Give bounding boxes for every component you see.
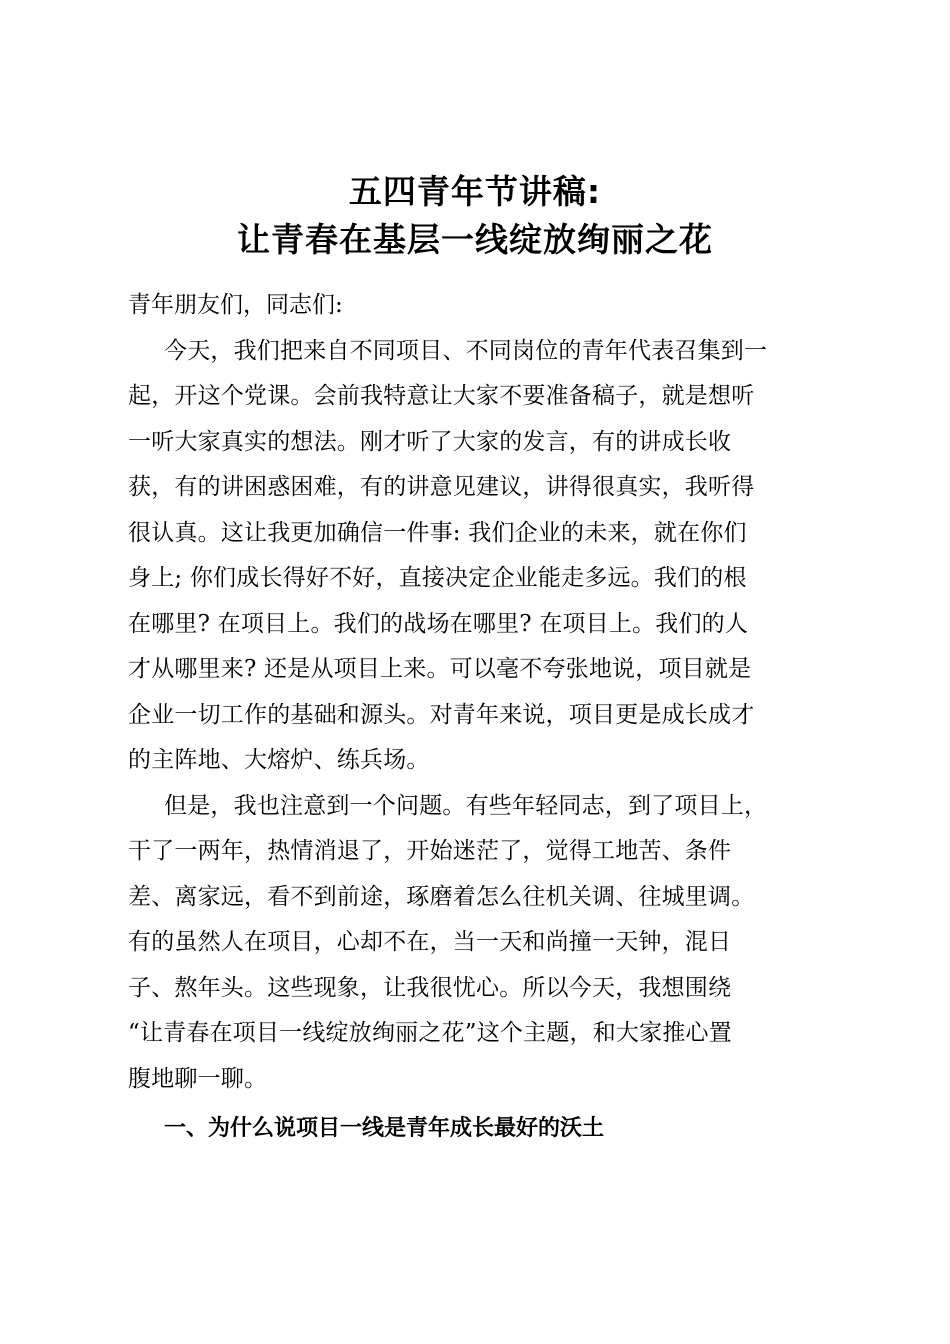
paragraph-line: 获，有的讲困惑困难，有的讲意见建议，讲得很真实，我听得	[128, 474, 755, 500]
paragraph-line: 起，开这个党课。会前我特意让大家不要准备稿子，就是想听	[128, 383, 755, 409]
paragraph-line: 但是，我也注意到一个问题。有些年轻同志，到了项目上，	[164, 792, 768, 819]
paragraph-line: 腹地聊一聊。	[128, 1065, 268, 1092]
paragraph-1	[128, 329, 828, 784]
greeting: 青年朋友们，同志们:	[128, 292, 343, 318]
paragraph-line: 企业一切工作的基础和源头。对青年来说，项目更是成长成才	[128, 701, 755, 728]
title-line-2: 让青春在基层一线绽放绚丽之花	[237, 220, 713, 259]
paragraph-line: 子、熬年头。这些现象，让我很忧心。所以今天，我想围绕	[128, 974, 732, 1001]
paragraph-line: 很认真。这让我更加确信一件事: 我们企业的未来，就在你们	[128, 519, 747, 546]
title-block	[0, 168, 950, 264]
paragraph-line: 身上; 你们成长得好不好，直接决定企业能走多远。我们的根	[128, 565, 747, 591]
paragraph-2	[128, 784, 828, 1103]
paragraph-line: 的主阵地、大熔炉、练兵场。	[128, 747, 430, 773]
paragraph-line: 差、离家远，看不到前途，琢磨着怎么往机关调、往城里调。	[128, 883, 755, 910]
paragraph-line: 有的虽然人在项目，心却不在，当一天和尚撞一天钟，混日	[128, 929, 732, 955]
paragraph-line: 一听大家真实的想法。刚才听了大家的发言，有的讲成长收	[128, 428, 732, 455]
section-heading-1: 一、为什么说项目一线是青年成长最好的沃土	[164, 1116, 605, 1141]
title-line-1: 五四青年节讲稿:	[348, 172, 602, 211]
paragraph-line: 干了一两年，热情消退了，开始迷茫了，觉得工地苦、条件	[128, 838, 732, 864]
body-text	[128, 283, 828, 1154]
paragraph-line: 今天，我们把来自不同项目、不同岗位的青年代表召集到一	[164, 337, 768, 364]
paragraph-line: 在哪里? 在项目上。我们的战场在哪里? 在项目上。我们的人	[128, 610, 749, 637]
paragraph-line: “让青春在项目一线绽放绚丽之花”这个主题，和大家推心置	[128, 1020, 732, 1046]
paragraph-line: 才从哪里来? 还是从项目上来。可以毫不夸张地说，项目就是	[128, 656, 752, 682]
